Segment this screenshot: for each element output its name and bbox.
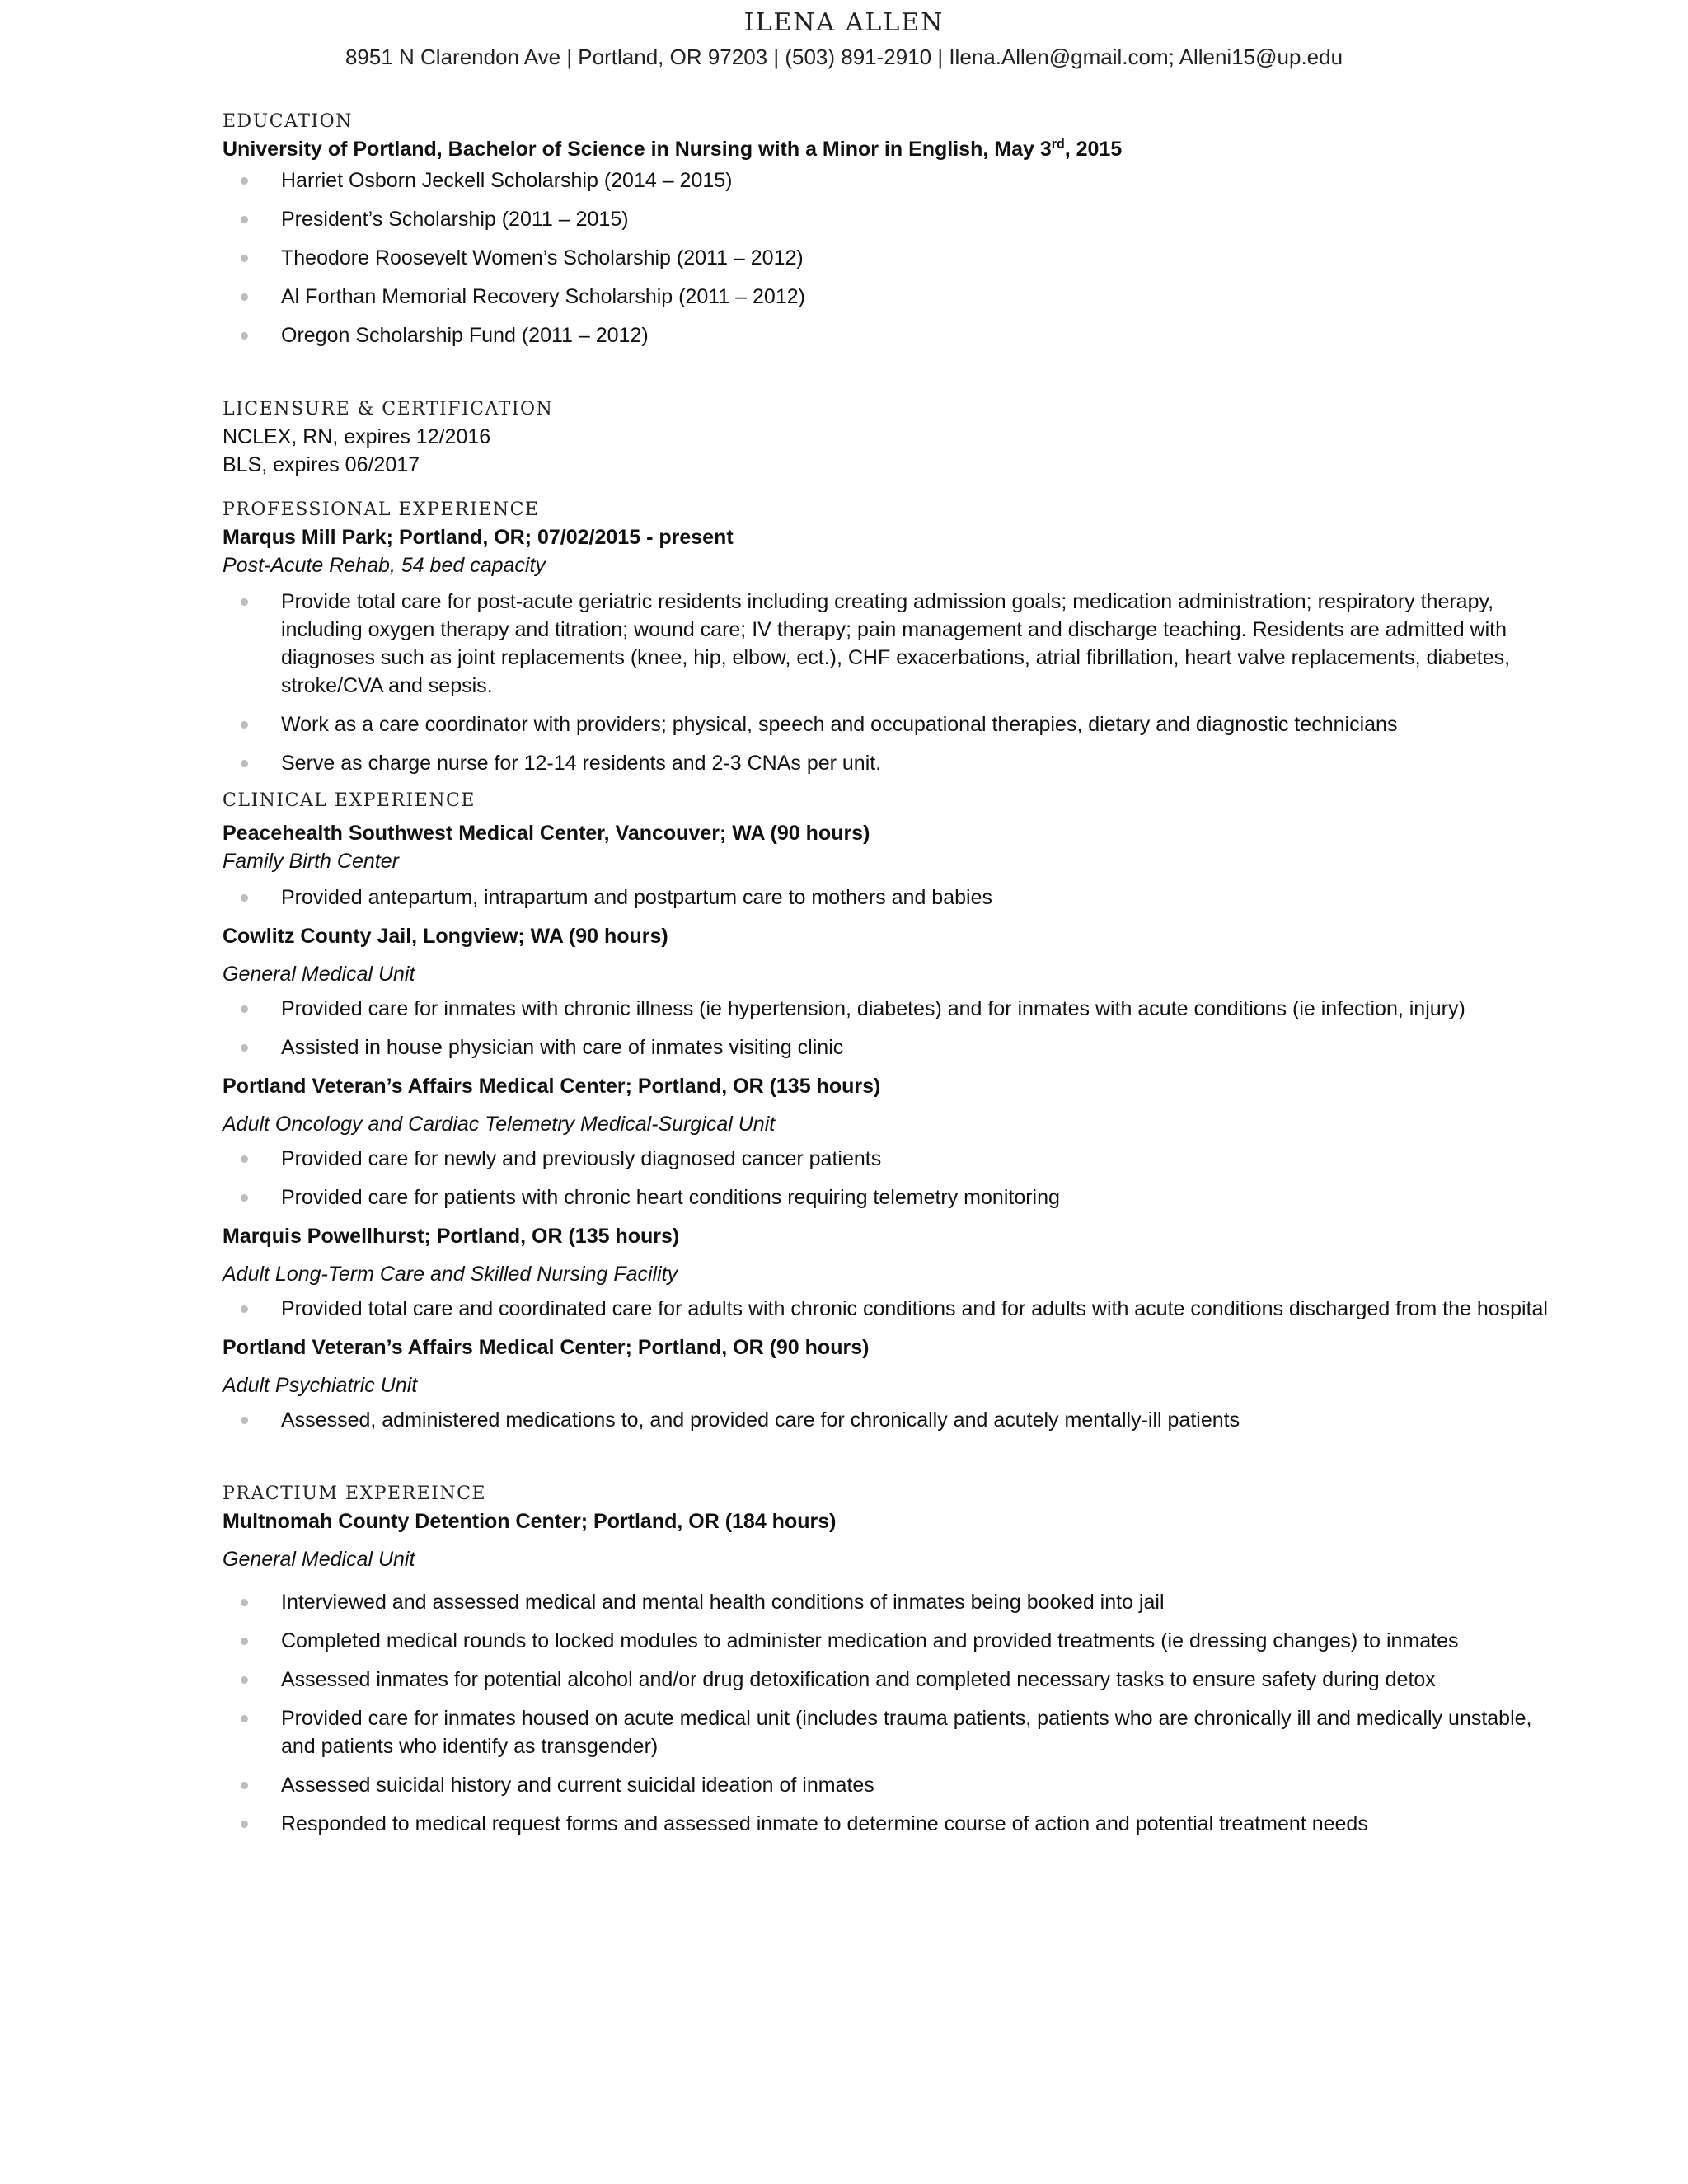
list-item: Provided care for patients with chronic heart conditions requiring telemetry monitoring xyxy=(223,1183,1558,1212)
resume-name: ILENA ALLEN xyxy=(743,8,945,37)
list-item: Work as a care coordinator with providers; physical, speech and occupational therapies, dietary and diagnostic technicians xyxy=(223,710,1558,738)
list-item: Assessed, administered medications to, and provided care for chronically and acutely mentally-ill patients xyxy=(223,1406,1558,1434)
list-item: Al Forthan Memorial Recovery Scholarship (2011 – 2012) xyxy=(223,283,1558,311)
list-item: President’s Scholarship (2011 – 2015) xyxy=(223,205,1558,233)
list-item: Harriet Osborn Jeckell Scholarship (2014 – 2015) xyxy=(223,166,1558,194)
list-item: Interviewed and assessed medical and mental health conditions of inmates being booked into jail xyxy=(223,1588,1558,1616)
bullet-icon xyxy=(241,1599,248,1606)
clinical-heading: CLINICAL EXPERIENCE xyxy=(223,790,476,811)
resume-body xyxy=(223,109,1558,1849)
bullet-icon xyxy=(241,255,248,262)
bullet-icon xyxy=(241,1715,248,1722)
clinical-duties-list xyxy=(223,1295,1558,1323)
contact-line: 8951 N Clarendon Ave | Portland, OR 97203 | (503) 891-2910 | Ilena.Allen@gmail.com; Alleni15@up.edu xyxy=(345,45,1343,69)
list-item: Provided total care and coordinated care for adults with chronic conditions and for adults with acute conditions discharged from the hospital xyxy=(223,1295,1558,1323)
clinical-duties-list xyxy=(223,1406,1558,1434)
employer-unit: Post-Acute Rehab, 54 bed capacity xyxy=(223,554,546,577)
list-item: Provided care for inmates with chronic illness (ie hypertension, diabetes) and for inmates with acute conditions (ie infection, injury) xyxy=(223,995,1558,1023)
licensure-heading: LICENSURE & CERTIFICATION xyxy=(223,399,554,419)
clinical-site-unit: General Medical Unit xyxy=(223,963,415,986)
clinical-duties-list xyxy=(223,883,1558,912)
bullet-icon xyxy=(241,216,248,223)
bullet-icon xyxy=(241,1005,248,1013)
list-item: Provide total care for post-acute geriatric residents including creating admission goals; medication administration; respiratory therapy, including oxygen therapy and titration; wound care; IV therapy; pain management and discharge teaching. Residents are admitted with diagnoses such as joint replacements (knee, hip, elbow, ect.), CHF exacerbations, atrial fibrillation, heart valve replacements, diabetes, stroke/CVA and sepsis. xyxy=(223,588,1558,700)
bullet-icon xyxy=(241,177,248,185)
clinical-site-name: Peacehealth Southwest Medical Center, Vancouver; WA (90 hours) xyxy=(223,822,870,845)
clinical-site-unit: Adult Psychiatric Unit xyxy=(223,1374,418,1397)
practicum-duties-list xyxy=(223,1588,1558,1838)
list-item: Assisted in house physician with care of inmates visiting clinic xyxy=(223,1033,1558,1062)
scholarship-list xyxy=(223,166,1558,349)
degree-year: , 2015 xyxy=(1064,138,1123,161)
degree-text: University of Portland, Bachelor of Science in Nursing with a Minor in English, May 3 xyxy=(223,138,1052,161)
bullet-icon xyxy=(241,1155,248,1163)
duties-list xyxy=(223,588,1558,777)
list-item: Assessed inmates for potential alcohol and/or drug detoxification and completed necessary tasks to ensure safety during detox xyxy=(223,1666,1558,1694)
bullet-icon xyxy=(241,894,248,902)
list-item: Provided care for inmates housed on acute medical unit (includes trauma patients, patients who are chronically ill and medically unstable, and patients who identify as transgender) xyxy=(223,1704,1558,1760)
bullet-icon xyxy=(241,332,248,340)
list-item: Oregon Scholarship Fund (2011 – 2012) xyxy=(223,321,1558,349)
practicum-section xyxy=(223,1481,1558,1838)
list-item: Serve as charge nurse for 12-14 residents and 2-3 CNAs per unit. xyxy=(223,749,1558,777)
practicum-heading: PRACTIUM EXPEREINCE xyxy=(223,1483,487,1504)
clinical-site-name: Cowlitz County Jail, Longview; WA (90 hours) xyxy=(223,925,668,948)
license-line: BLS, expires 06/2017 xyxy=(223,453,420,476)
list-item: Assessed suicidal history and current suicidal ideation of inmates xyxy=(223,1771,1558,1799)
clinical-site-unit: Family Birth Center xyxy=(223,850,399,873)
bullet-icon xyxy=(241,760,248,767)
education-heading: EDUCATION xyxy=(223,111,353,132)
clinical-site-name: Portland Veteran’s Affairs Medical Center; Portland, OR (135 hours) xyxy=(223,1075,881,1098)
clinical-duties-list xyxy=(223,995,1558,1062)
employer-name: Marqus Mill Park; Portland, OR; 07/02/2015 - present xyxy=(223,526,734,549)
clinical-section xyxy=(223,788,1558,1434)
practicum-site-unit: General Medical Unit xyxy=(223,1548,415,1571)
bullet-icon xyxy=(241,1194,248,1202)
list-item: Responded to medical request forms and assessed inmate to determine course of action and potential treatment needs xyxy=(223,1810,1558,1838)
bullet-icon xyxy=(241,1417,248,1424)
education-section xyxy=(223,109,1558,349)
bullet-icon xyxy=(241,1676,248,1684)
bullet-icon xyxy=(241,1821,248,1828)
clinical-site-unit: Adult Oncology and Cardiac Telemetry Medical-Surgical Unit xyxy=(223,1113,776,1136)
degree-line xyxy=(223,135,1558,163)
bullet-icon xyxy=(241,1782,248,1789)
bullet-icon xyxy=(241,293,248,301)
clinical-site-name: Portland Veteran’s Affairs Medical Center; Portland, OR (90 hours) xyxy=(223,1336,870,1359)
bullet-icon xyxy=(241,1044,248,1052)
professional-section xyxy=(223,497,1558,777)
bullet-icon xyxy=(241,721,248,729)
degree-date-ordinal: rd xyxy=(1051,137,1065,152)
list-item: Theodore Roosevelt Women’s Scholarship (2011 – 2012) xyxy=(223,244,1558,272)
list-item: Completed medical rounds to locked modules to administer medication and provided treatments (ie dressing changes) to inmates xyxy=(223,1627,1558,1655)
practicum-site-name: Multnomah County Detention Center; Portland, OR (184 hours) xyxy=(223,1510,837,1533)
bullet-icon xyxy=(241,1305,248,1313)
list-item: Provided care for newly and previously diagnosed cancer patients xyxy=(223,1145,1558,1173)
clinical-duties-list xyxy=(223,1145,1558,1212)
license-line: NCLEX, RN, expires 12/2016 xyxy=(223,425,491,448)
licensure-section xyxy=(223,396,1558,479)
list-item: Provided antepartum, intrapartum and postpartum care to mothers and babies xyxy=(223,883,1558,912)
professional-heading: PROFESSIONAL EXPERIENCE xyxy=(223,499,540,520)
bullet-icon xyxy=(241,1638,248,1645)
bullet-icon xyxy=(241,598,248,606)
clinical-site-name: Marquis Powellhurst; Portland, OR (135 hours) xyxy=(223,1225,680,1248)
clinical-site-unit: Adult Long-Term Care and Skilled Nursing Facility xyxy=(223,1263,678,1286)
